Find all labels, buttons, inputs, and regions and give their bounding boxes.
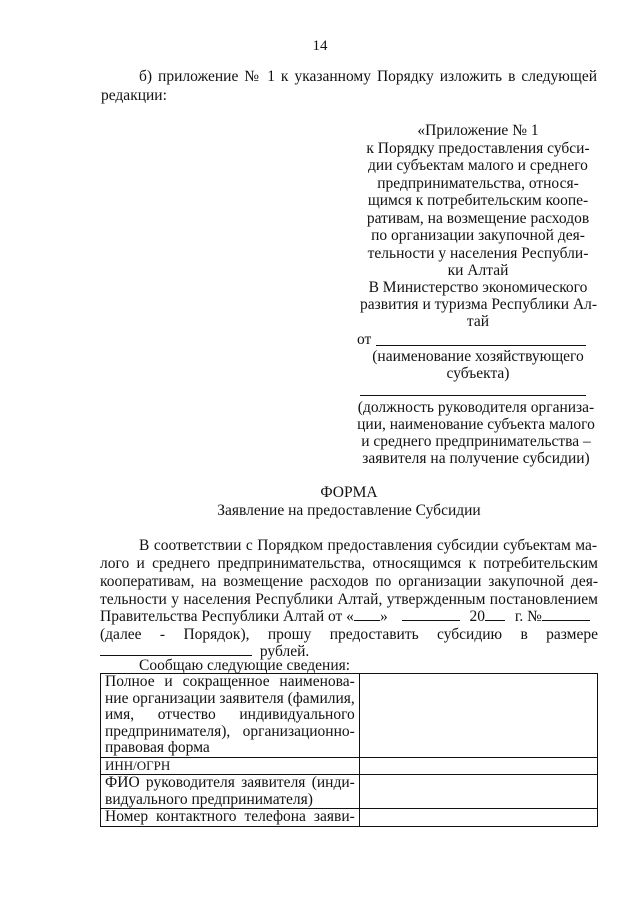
body-line: тельности у населения Республики Алтай, утвержденным постановлением bbox=[100, 591, 598, 608]
intro-line-1: б) приложение № 1 к указанному Порядку изложить в следующей bbox=[139, 68, 597, 85]
position-hint bbox=[355, 399, 597, 467]
from-hint-line: субъекта) bbox=[446, 365, 510, 382]
form-subtitle: Заявление на предоставление Субсидии bbox=[217, 502, 481, 519]
intro-line-2: редакции: bbox=[101, 87, 167, 104]
body-line-5 bbox=[100, 608, 598, 625]
appendix-header bbox=[360, 122, 596, 280]
day-blank bbox=[354, 608, 380, 621]
body-line-5-start: Правительства Республики Алтай от « bbox=[100, 608, 354, 625]
cell-line: ФИО руководителя заявителя (инди- bbox=[105, 774, 355, 791]
addressee-line: тай bbox=[466, 313, 490, 330]
table-value-cell[interactable] bbox=[359, 775, 597, 809]
table-value-cell[interactable] bbox=[359, 809, 597, 827]
from-hint-line: (наименование хозяйствующего bbox=[372, 348, 584, 365]
from-underline bbox=[376, 345, 586, 346]
appendix-header-line: ки Алтай bbox=[447, 262, 509, 279]
table-row bbox=[101, 809, 598, 827]
cell-line: Полное и сокращенное наименова- bbox=[105, 673, 355, 690]
body-line: лого и среднего предпринимательства, относящимся к потребительским bbox=[100, 555, 598, 572]
table-value-cell[interactable] bbox=[359, 757, 597, 775]
info-table bbox=[100, 673, 598, 827]
cell-line: ние организации заявителя (фамилия, bbox=[105, 689, 355, 707]
addressee-line: развития и туризма Республики Ал- bbox=[360, 296, 598, 313]
cell-line: видуального предпринимателя) bbox=[105, 790, 313, 808]
appendix-header-line: дии субъектам малого и среднего bbox=[368, 157, 588, 174]
table-label-cell bbox=[101, 809, 360, 827]
position-hint-line: заявителя на получение субсидии) bbox=[362, 450, 590, 467]
appendix-header-line: предпринимательства, относя- bbox=[377, 174, 579, 192]
form-title: ФОРМА bbox=[320, 484, 378, 501]
cell-line: имя, отчество индивидуального bbox=[105, 706, 355, 723]
cell-line: ИНН/ОГРН bbox=[105, 757, 171, 773]
appendix-header-line: щимся к потребительским коопе- bbox=[367, 192, 589, 209]
table-row bbox=[101, 757, 598, 775]
year-blank bbox=[485, 608, 505, 621]
number-label: г. № bbox=[514, 608, 542, 625]
body-line-5-quote: » bbox=[379, 608, 388, 625]
body-line: кооперативам, на возмещение расходов по организации закупочной дея- bbox=[100, 573, 598, 590]
body-line: (далее - Порядок), прошу предоставить субсидию в размере bbox=[100, 626, 598, 643]
position-hint-line: (должность руководителя организа- bbox=[357, 399, 595, 416]
month-blank bbox=[402, 608, 460, 621]
rubles-label: рублей. bbox=[259, 643, 310, 660]
appendix-header-line: по организации закупочной дея- bbox=[371, 227, 585, 244]
position-underline bbox=[360, 395, 586, 396]
appendix-header-line: «Приложение № 1 bbox=[417, 122, 539, 139]
addressee-line: В Министерство экономического bbox=[368, 279, 588, 296]
table-label-cell bbox=[101, 674, 360, 758]
body-line: В соответствии с Порядком предоставления субсидии субъектам ма- bbox=[139, 537, 597, 554]
appendix-header-line: к Порядку предоставления субси- bbox=[366, 139, 590, 157]
from-label: от bbox=[357, 331, 372, 348]
appendix-header-line: тельности у населения Республи- bbox=[367, 244, 589, 262]
table-label-cell bbox=[101, 775, 360, 809]
table-row bbox=[101, 674, 598, 758]
year-prefix: 20 bbox=[469, 608, 485, 625]
cell-line: Номер контактного телефона заяви- bbox=[105, 808, 355, 825]
appendix-header-line: ративам, на возмещение расходов bbox=[366, 209, 590, 227]
position-hint-line: и среднего предпринимательства – bbox=[361, 433, 591, 450]
body-line: Сообщаю следующие сведения: bbox=[139, 657, 351, 674]
number-blank bbox=[542, 608, 590, 621]
amount-blank bbox=[100, 643, 252, 656]
table-label-cell bbox=[101, 757, 360, 775]
addressee-block bbox=[360, 279, 596, 330]
table-value-cell[interactable] bbox=[359, 674, 597, 758]
table-row bbox=[101, 775, 598, 809]
position-hint-line: ции, наименование субъекта малого bbox=[357, 416, 595, 433]
cell-line: правовая форма bbox=[105, 739, 210, 756]
page-number: 14 bbox=[312, 38, 328, 54]
cell-line: предпринимателя), организационно- bbox=[105, 722, 355, 740]
